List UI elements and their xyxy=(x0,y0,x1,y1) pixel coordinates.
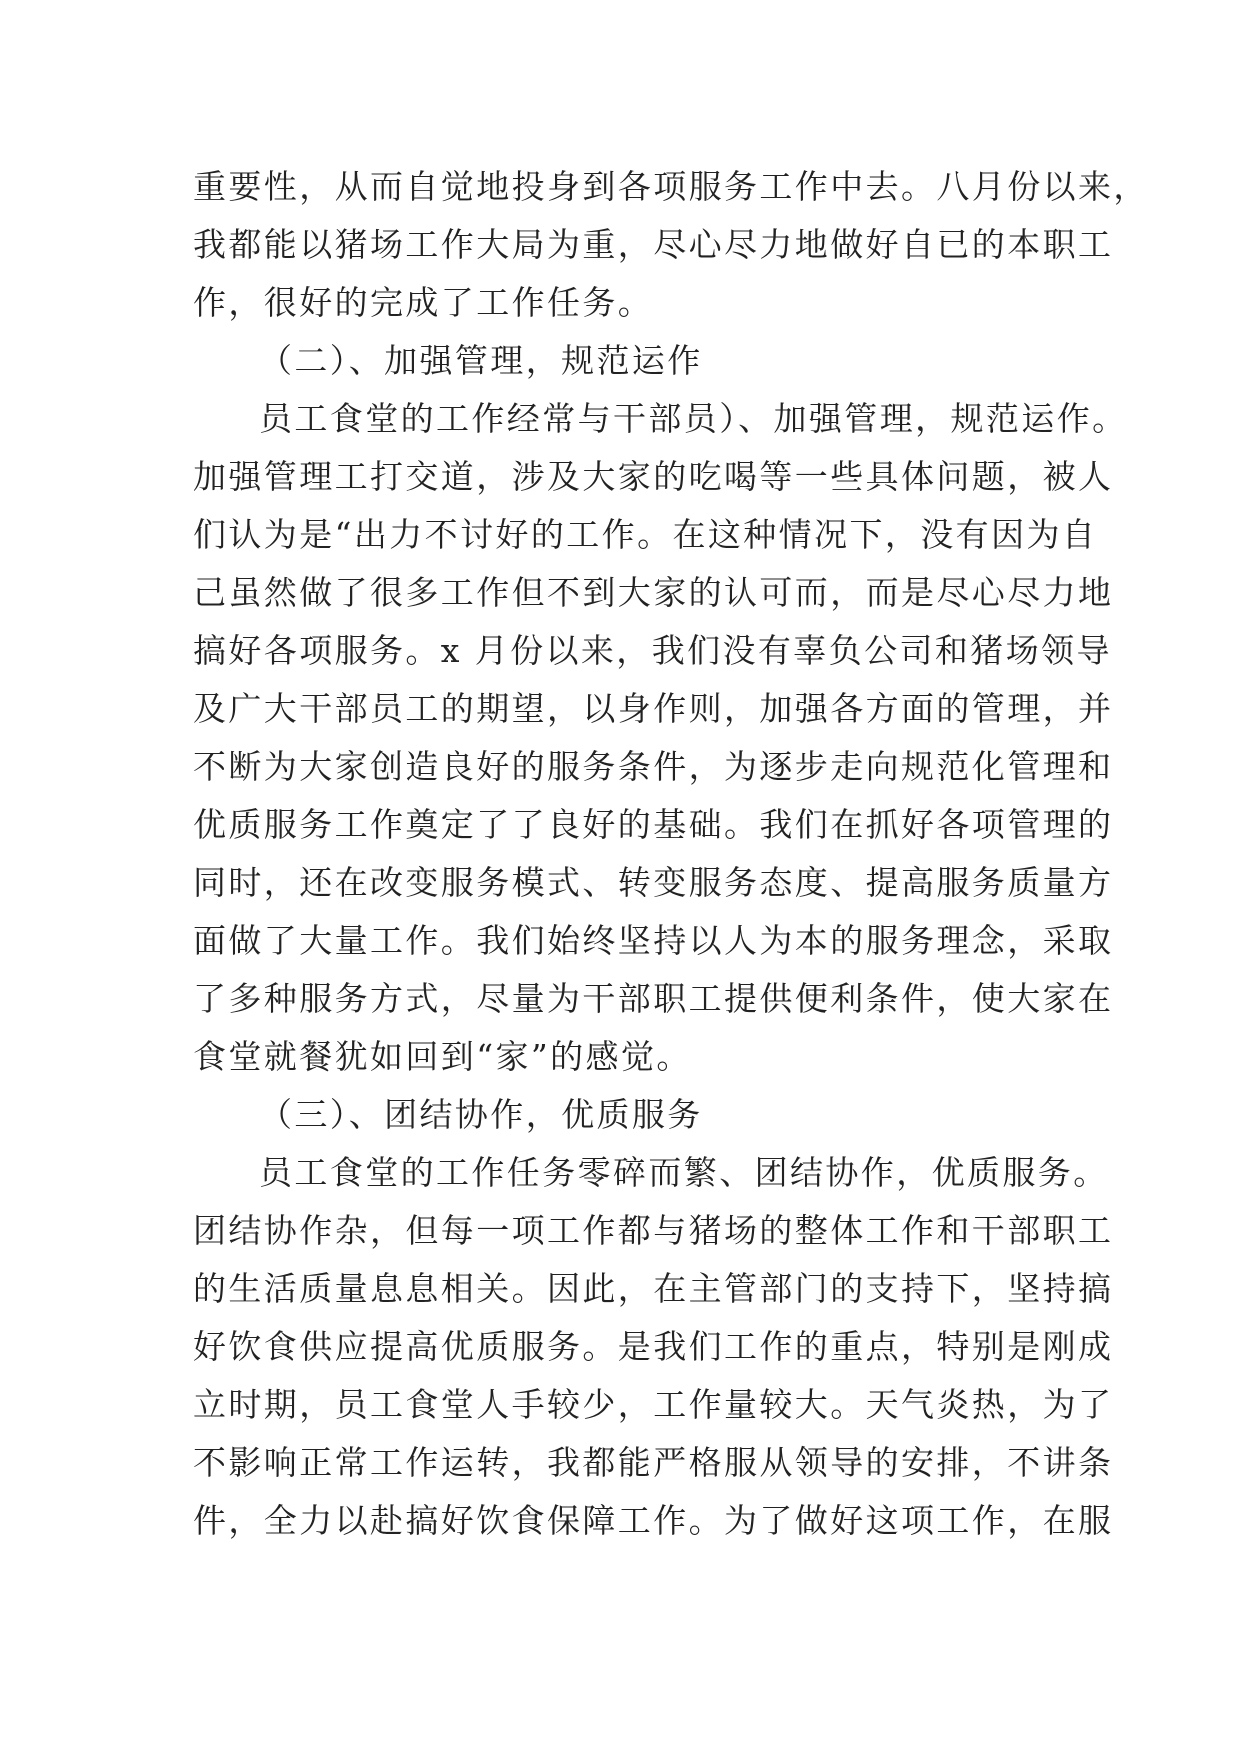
text-line: 团结协作杂，但每一项工作都与猪场的整体工作和干部职工 xyxy=(193,1211,1114,1250)
text-line: 我都能以猪场工作大局为重，尽心尽力地做好自已的本职工 xyxy=(193,225,1114,264)
section-heading-3: （三）、团结协作，优质服务 xyxy=(259,1095,703,1134)
text-line: 们认为是“出力不讨好的工作。在这种情况下，没有因为自 xyxy=(193,515,1098,554)
text-line: 己虽然做了很多工作但不到大家的认可而，而是尽心尽力地 xyxy=(193,573,1114,612)
document-body xyxy=(193,158,1149,1550)
text-line: 食堂就餐犹如回到“家”的感觉。 xyxy=(193,1037,692,1076)
text-line: 搞好各项服务。x 月份以来，我们没有辜负公司和猪场领导 xyxy=(193,631,1112,670)
text-line: 重要性，从而自觉地投身到各项服务工作中去。八月份以来， xyxy=(193,167,1149,206)
text-line: 好饮食供应提高优质服务。是我们工作的重点，特别是刚成 xyxy=(193,1327,1114,1366)
text-line: 优质服务工作奠定了了良好的基础。我们在抓好各项管理的 xyxy=(193,805,1114,844)
text-line: 及广大干部员工的期望，以身作则，加强各方面的管理，并 xyxy=(193,689,1114,728)
text-line: 作，很好的完成了工作任务。 xyxy=(193,283,654,322)
text-line: 同时，还在改变服务模式、转变服务态度、提高服务质量方 xyxy=(193,863,1114,902)
text-line: 件，全力以赴搞好饮食保障工作。为了做好这项工作，在服 xyxy=(193,1501,1114,1540)
section-heading-2: （二）、加强管理，规范运作 xyxy=(259,341,703,380)
paragraph-start: 员工食堂的工作经常与干部员）、加强管理，规范运作。 xyxy=(259,399,1128,438)
text-line: 立时期，员工食堂人手较少，工作量较大。天气炎热，为了 xyxy=(193,1385,1114,1424)
text-line: 的生活质量息息相关。因此，在主管部门的支持下，坚持搞 xyxy=(193,1269,1114,1308)
text-line: 面做了大量工作。我们始终坚持以人为本的服务理念，采取 xyxy=(193,921,1114,960)
text-line: 不影响正常工作运转，我都能严格服从领导的安排，不讲条 xyxy=(193,1443,1114,1482)
text-line: 加强管理工打交道，涉及大家的吃喝等一些具体问题，被人 xyxy=(193,457,1114,496)
text-line: 不断为大家创造良好的服务条件，为逐步走向规范化管理和 xyxy=(193,747,1114,786)
paragraph-start: 员工食堂的工作任务零碎而繁、团结协作，优质服务。 xyxy=(259,1153,1109,1192)
text-line: 了多种服务方式，尽量为干部职工提供便利条件，使大家在 xyxy=(193,979,1114,1018)
